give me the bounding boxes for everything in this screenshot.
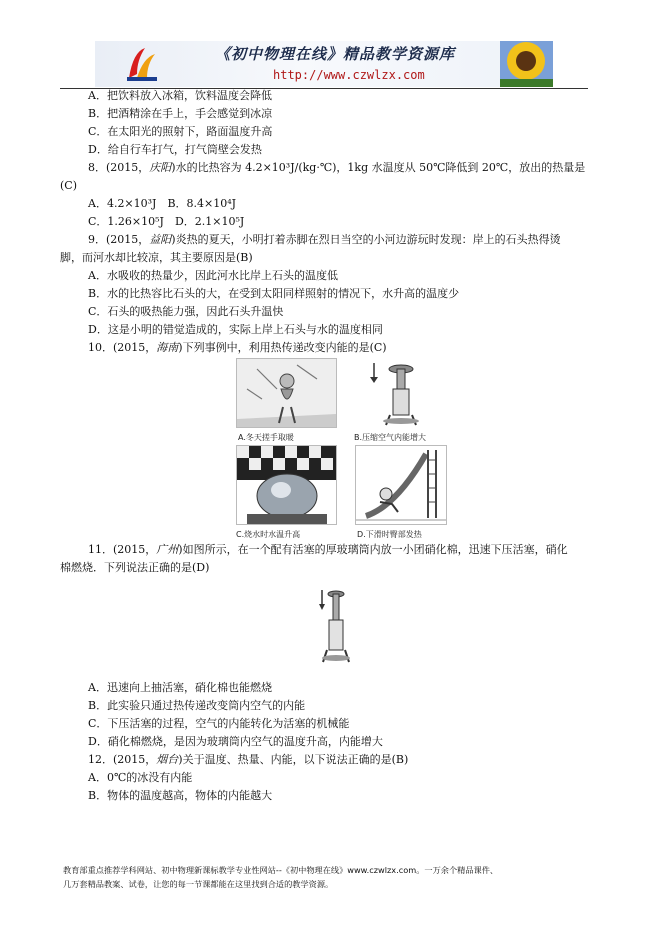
- caption-c: C.烧水时水温升高: [236, 530, 301, 539]
- q11-option-d: D．硝化棉燃烧，是因为玻璃筒内空气的温度升高，内能增大: [88, 735, 383, 748]
- q11-stem-cont: 棉燃烧．下列说法正确的是(D): [60, 561, 210, 574]
- q12-text: )关于温度、热量、内能，以下说法正确的是(B): [178, 753, 409, 766]
- site-logo-icon: [123, 44, 159, 84]
- figure-piston-cylinder: [313, 585, 355, 665]
- q11-option-b: B．此实验只通过热传递改变筒内空气的内能: [88, 699, 306, 712]
- q11-number: 11．(2015，: [88, 543, 157, 556]
- q9-source: 益阳: [149, 233, 172, 246]
- q12-source: 烟台: [156, 753, 179, 766]
- q12-option-a: A．0℃的冰没有内能: [88, 771, 193, 784]
- caption-b: B.压缩空气内能增大: [354, 433, 427, 442]
- q8-text: )水的比热容为 4.2×10³J/(kg·℃)，1kg 水温度从 50℃降低到 20℃，放出的热量是: [171, 161, 586, 174]
- figure-d-slide: [355, 445, 447, 525]
- footer-line-2: 几万套精品教案、试卷，让您的每一节课都能在这里找到合适的教学资源。: [63, 879, 334, 889]
- caption-d: D.下滑时臀部发热: [357, 530, 422, 539]
- q9-number: 9．(2015，: [88, 233, 150, 246]
- q8-options-ab: A．4.2×10³J B．8.4×10⁴J: [88, 197, 237, 210]
- page-footer: [63, 863, 498, 891]
- q9-stem: [88, 232, 561, 248]
- q10-source: 海南: [156, 341, 179, 354]
- q9-option-a: A．水吸收的热量少，因此河水比岸上石头的温度低: [88, 269, 338, 282]
- q10-number: 10．(2015，: [88, 341, 157, 354]
- figure-b-compress-air: [355, 358, 447, 428]
- q11-stem: [88, 542, 568, 558]
- footer-line-1: 教育部重点推荐学科网站、初中物理新课标教学专业性网站--《初中物理在线》www.czwlzx.com。一万余个精品课件、: [63, 865, 499, 875]
- q8-stem: [88, 160, 585, 176]
- option-d: D．给自行车打气，打气筒壁会发热: [88, 143, 262, 156]
- figure-a-rubbing-hands: [236, 358, 337, 428]
- option-b: B．把酒精涂在手上，手会感觉到冰凉: [88, 107, 273, 120]
- q12-number: 12．(2015，: [88, 753, 157, 766]
- q12-option-b: B．物体的温度越高，物体的内能越大: [88, 789, 273, 802]
- header-banner: [95, 41, 553, 87]
- q9-text: )炎热的夏天，小明打着赤脚在烈日当空的小河边游玩时发现：岸上的石头热得烫: [171, 233, 561, 246]
- option-a: A．把饮料放入冰箱，饮料温度会降低: [88, 89, 272, 102]
- sunflower-icon: [500, 41, 553, 87]
- q11-option-a: A．迅速向上抽活塞，硝化棉也能燃烧: [88, 681, 272, 694]
- q11-option-c: C．下压活塞的过程，空气的内能转化为活塞的机械能: [88, 717, 350, 730]
- q8-number: 8．(2015，: [88, 161, 150, 174]
- q9-option-b: B．水的比热容比石头的大，在受到太阳同样照射的情况下，水升高的温度少: [88, 287, 460, 300]
- q11-text: )如图所示，在一个配有活塞的厚玻璃筒内放一小团硝化棉，迅速下压活塞，硝化: [178, 543, 568, 556]
- q9-option-c: C．石头的吸热能力强，因此石头升温快: [88, 305, 284, 318]
- q8-source: 庆阳: [149, 161, 172, 174]
- header-title: 《初中物理在线》精品教学资源库: [215, 45, 456, 63]
- q8-options-cd: C．1.26×10⁵J D．2.1×10⁵J: [88, 215, 245, 228]
- q12-stem: [88, 752, 408, 768]
- q10-stem: [88, 340, 387, 356]
- q9-stem-cont: 脚，而河水却比较凉，其主要原因是(B): [60, 251, 253, 264]
- q8-answer: (C): [60, 179, 77, 192]
- option-c: C．在太阳光的照射下，路面温度升高: [88, 125, 273, 138]
- q10-text: )下列事例中，利用热传递改变内能的是(C): [178, 341, 387, 354]
- caption-a: A.冬天搓手取暖: [238, 433, 294, 442]
- q11-source: 广州: [156, 543, 179, 556]
- q9-option-d: D．这是小明的错觉造成的，实际上岸上石头与水的温度相同: [88, 323, 383, 336]
- figure-c-boiling-water: [236, 445, 337, 525]
- header-url[interactable]: http://www.czwlzx.com: [273, 68, 425, 82]
